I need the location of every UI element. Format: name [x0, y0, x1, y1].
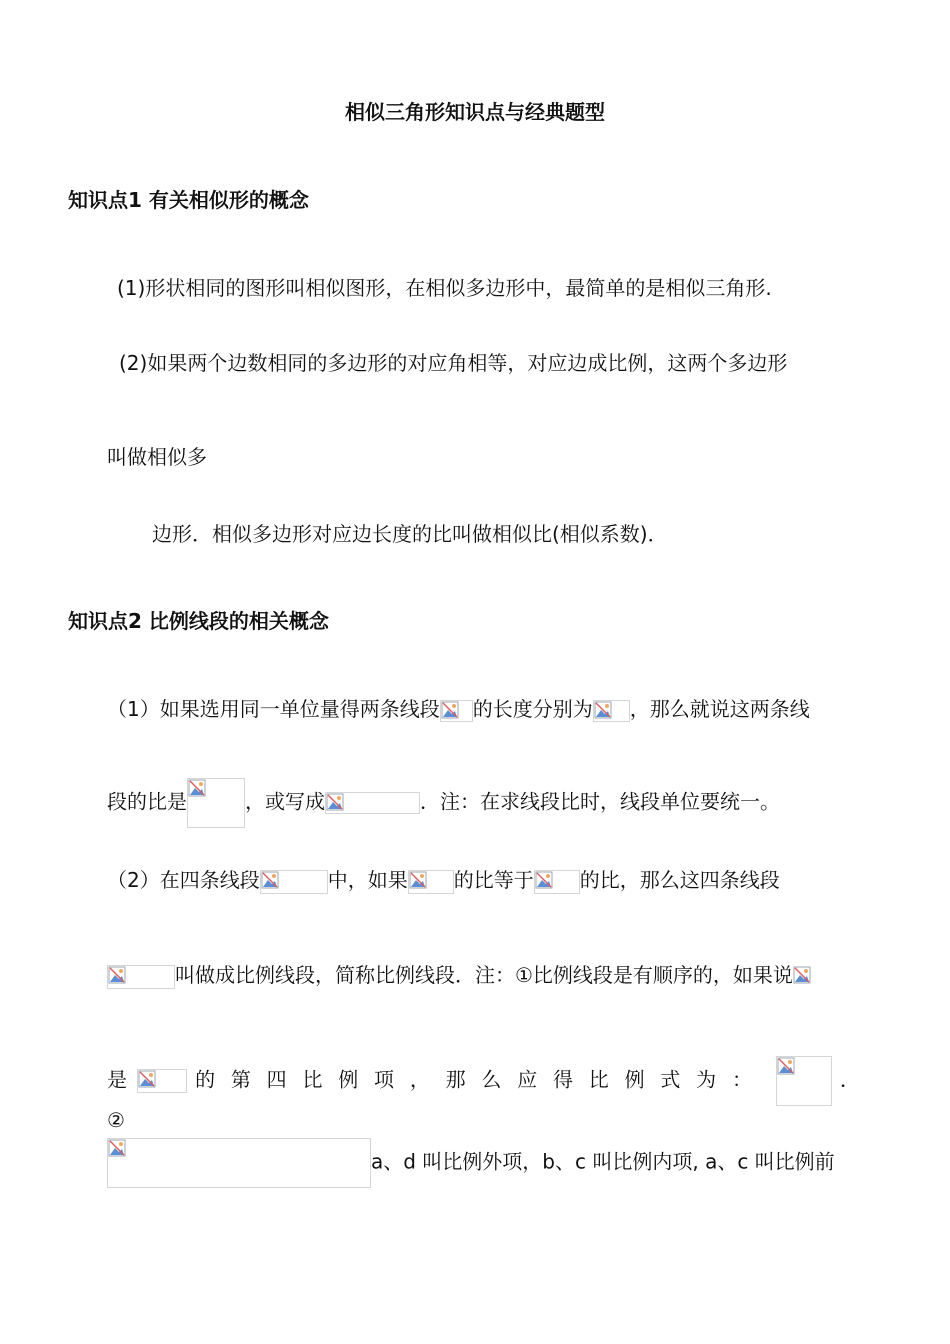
formula-image-icon — [440, 700, 473, 722]
paragraph-line — [107, 866, 780, 894]
formula-image-icon — [260, 870, 328, 894]
paragraph-line — [107, 778, 780, 828]
formula-image-icon — [107, 965, 175, 989]
formula-image-icon — [776, 1056, 832, 1106]
text-run: （1）如果选用同一单位量得两条线段 — [107, 697, 440, 721]
paragraph-line: (1)形状相同的图形叫相似图形，在相似多边形中，最简单的是相似三角形. — [117, 276, 772, 300]
paragraph-line: (2)如果两个边数相同的多边形的对应角相等，对应边成比例，这两个多边形 — [119, 351, 788, 375]
section-heading-1: 知识点1 有关相似形的概念 — [68, 188, 309, 212]
paragraph-line — [107, 1056, 882, 1134]
paragraph-line — [107, 961, 809, 989]
text-run: 的比，那么这四条线段 — [579, 868, 780, 892]
formula-image-icon — [593, 700, 630, 722]
formula-image-icon — [408, 870, 454, 894]
text-run: ．② — [107, 1067, 883, 1132]
formula-image-icon — [107, 1138, 371, 1188]
section-heading-2: 知识点2 比例线段的相关概念 — [68, 609, 329, 633]
paragraph-line — [107, 695, 810, 723]
text-run: ，或写成 — [245, 789, 325, 814]
formula-image-icon — [534, 870, 580, 894]
paragraph-line: 边形．相似多边形对应边长度的比叫做相似比(相似系数)． — [152, 522, 668, 546]
paragraph-line — [107, 1138, 835, 1188]
formula-image-icon — [187, 778, 245, 828]
text-run: 中，如果 — [327, 868, 408, 892]
text-run: ．注：在求线段比时，线段单位要统一。 — [420, 789, 780, 814]
text-run: （2）在四条线段 — [107, 868, 260, 892]
formula-image-icon — [793, 966, 809, 988]
text-run: 的第四比例项，那么应得比例式为： — [195, 1067, 768, 1092]
paragraph-line: 叫做相似多 — [107, 445, 207, 469]
text-run: 段的比是 — [107, 789, 187, 814]
formula-image-icon — [137, 1069, 187, 1093]
page-title: 相似三角形知识点与经典题型 — [345, 100, 605, 124]
text-run: a、d 叫比例外项，b、c 叫比例内项, a、c 叫比例前 — [371, 1149, 835, 1174]
text-run: 是 — [107, 1067, 129, 1092]
text-run: 的比等于 — [453, 868, 534, 892]
text-run: 叫做成比例线段，简称比例线段．注：①比例线段是有顺序的，如果说 — [175, 963, 793, 987]
formula-image-icon — [325, 792, 420, 814]
text-run: ，那么就说这两条线 — [629, 697, 810, 721]
text-run: 的长度分别为 — [472, 697, 593, 721]
